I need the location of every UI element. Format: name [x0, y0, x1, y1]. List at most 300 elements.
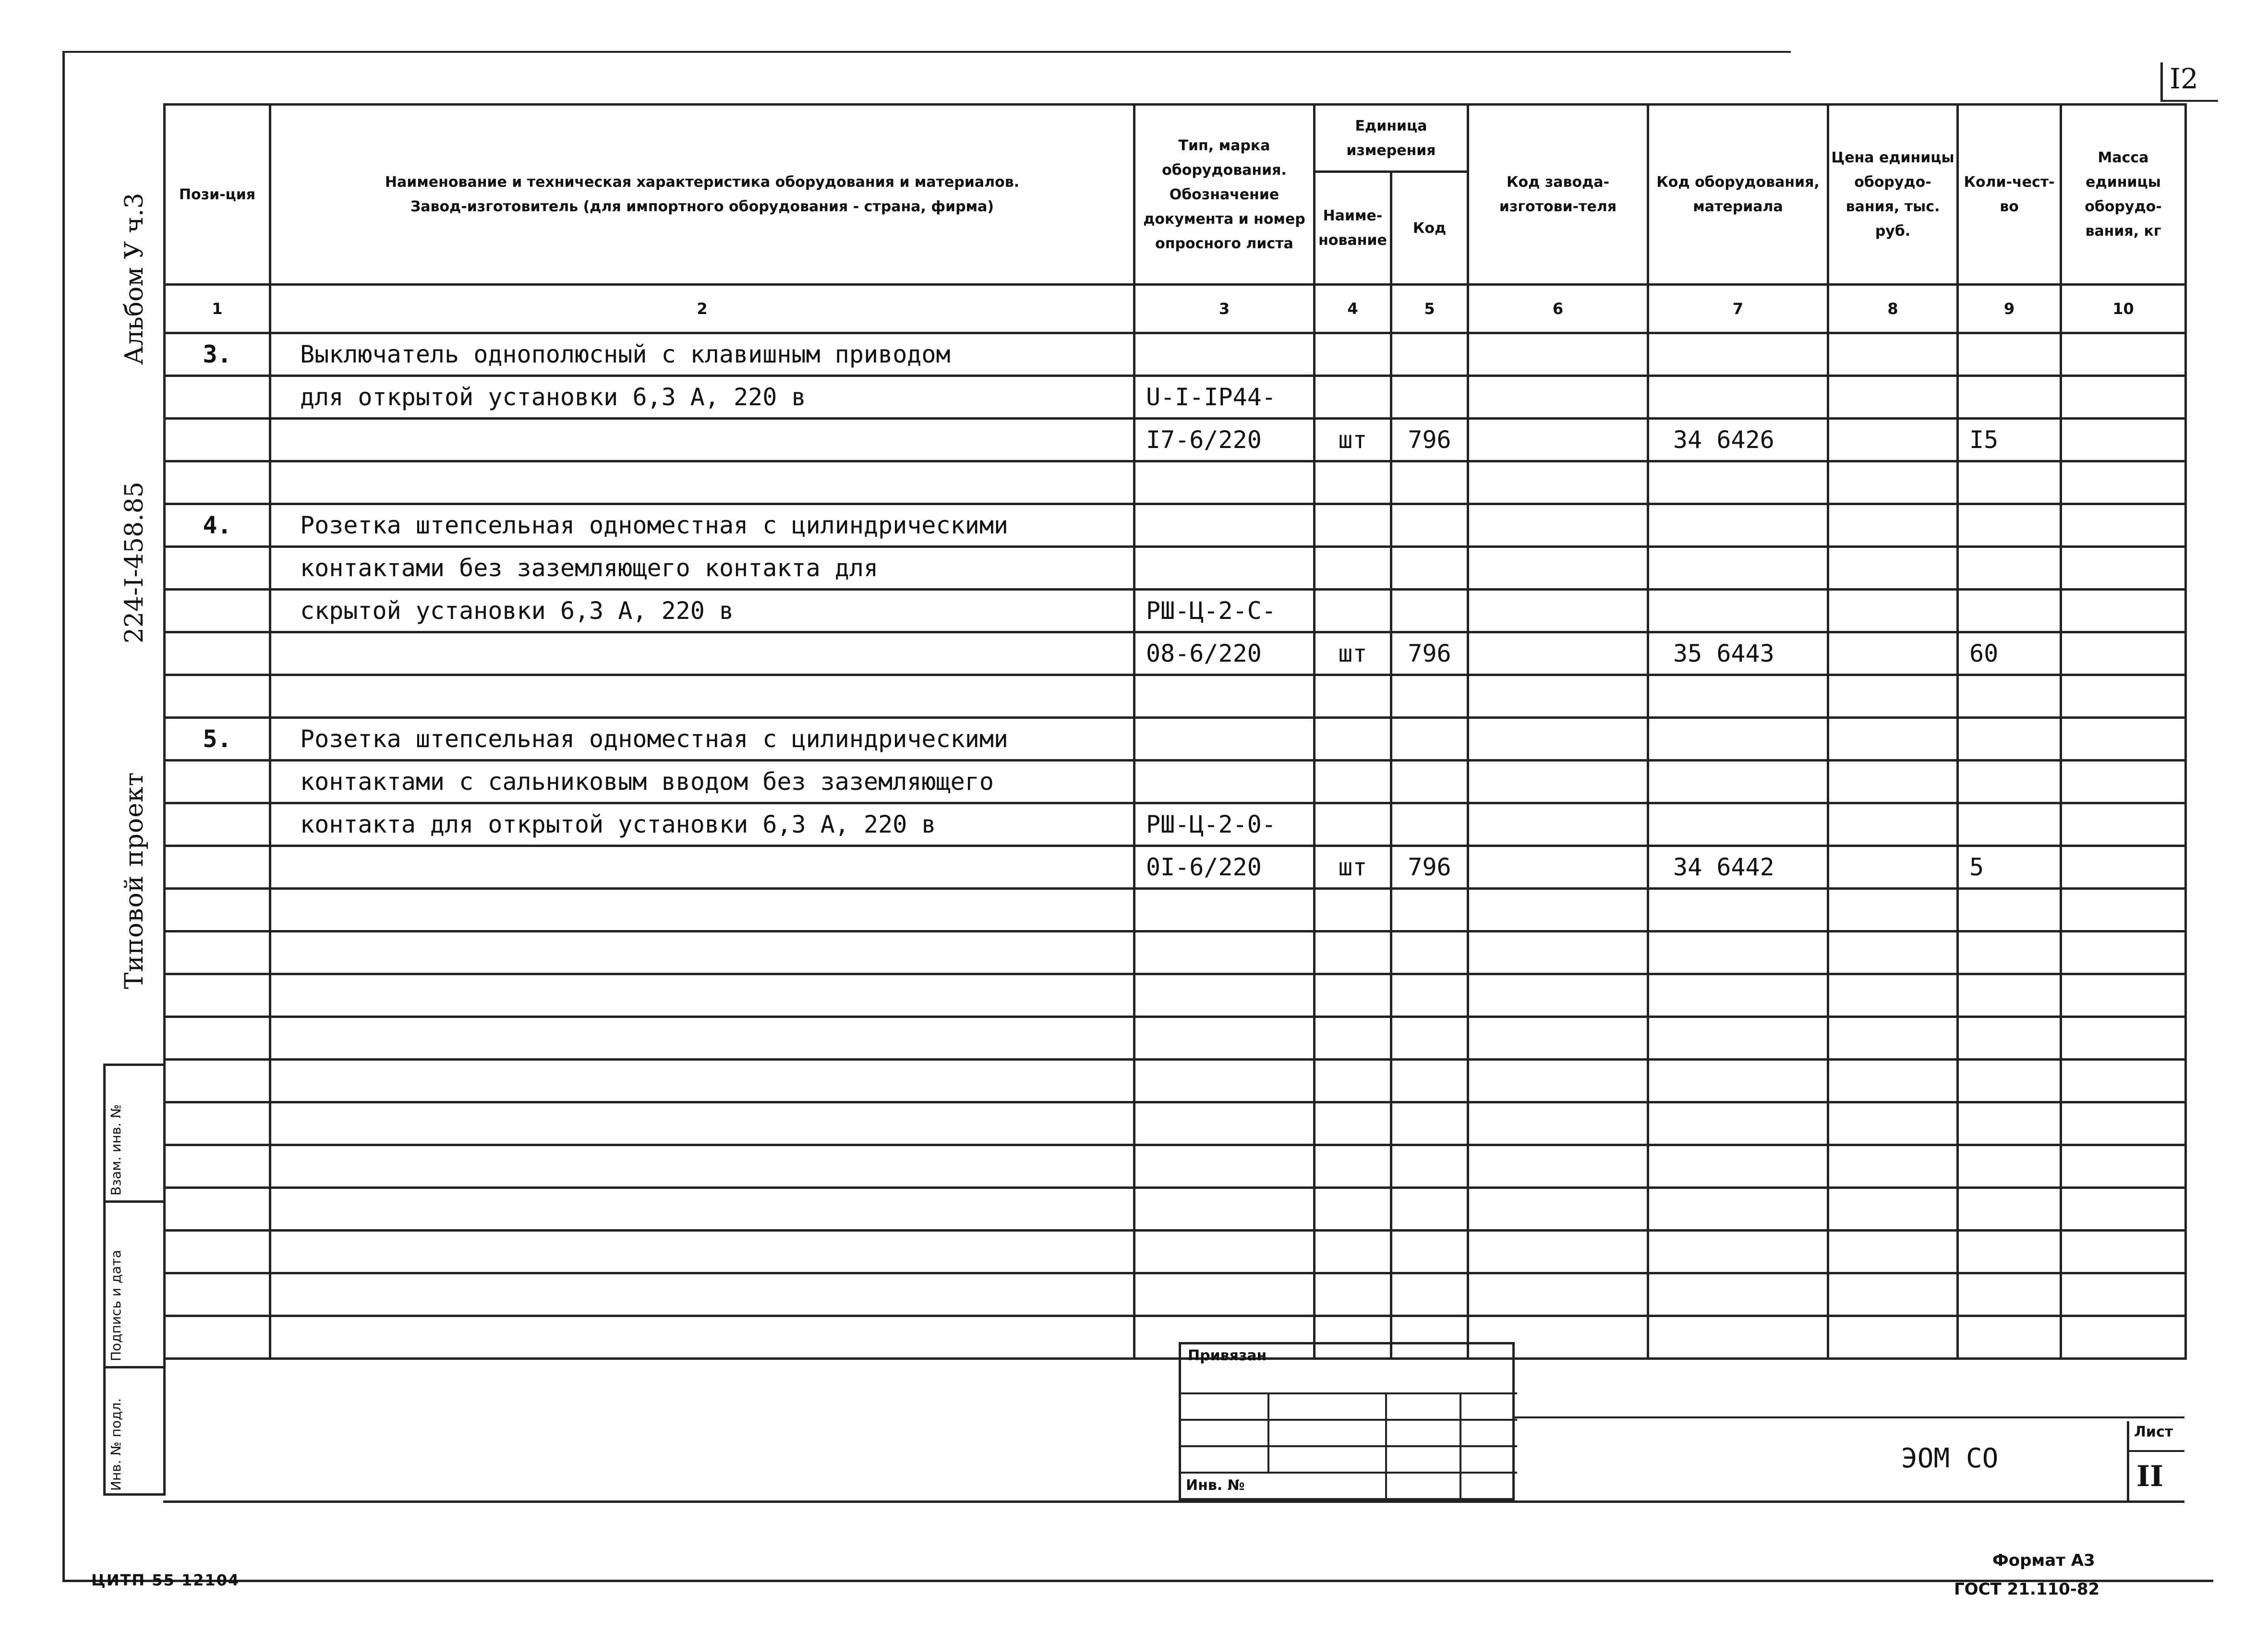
linked-title-block — [1179, 1342, 1515, 1500]
table-row — [165, 590, 2186, 632]
row-type — [1134, 1102, 1315, 1145]
row-type — [1134, 1060, 1315, 1102]
table-row — [165, 547, 2186, 590]
row-quantity: 60 — [1958, 632, 2061, 675]
row-manufacturer-code — [1468, 632, 1648, 675]
row-unit-code: 796 — [1391, 846, 1468, 889]
row-mass — [2061, 1060, 2186, 1102]
row-equipment-code — [1648, 1188, 1828, 1231]
column-number: 6 — [1468, 285, 1648, 333]
row-name — [270, 1188, 1134, 1231]
table-row — [165, 718, 2186, 761]
row-equipment-code — [1648, 461, 1828, 504]
row-type — [1134, 333, 1315, 376]
row-equipment-code — [1648, 547, 1828, 590]
row-manufacturer-code — [1468, 419, 1648, 461]
column-number: 2 — [270, 285, 1134, 333]
row-price — [1828, 889, 1958, 931]
row-quantity — [1958, 889, 2061, 931]
row-price — [1828, 675, 1958, 718]
row-unit-code — [1391, 333, 1468, 376]
row-unit-code — [1391, 376, 1468, 419]
sheet-label: Лист — [2134, 1424, 2173, 1440]
row-unit-code — [1391, 931, 1468, 974]
row-price — [1828, 803, 1958, 846]
row-name — [270, 931, 1134, 974]
row-unit-name — [1315, 675, 1391, 718]
row-position — [165, 1316, 270, 1359]
row-manufacturer-code — [1468, 376, 1648, 419]
row-unit-code — [1391, 1145, 1468, 1188]
table-row — [165, 1231, 2186, 1273]
table-row — [165, 931, 2186, 974]
row-unit-name: шт — [1315, 419, 1391, 461]
row-price — [1828, 1145, 1958, 1188]
side-project-label: Типовой проект — [120, 772, 149, 989]
row-manufacturer-code — [1468, 718, 1648, 761]
row-type — [1134, 1188, 1315, 1231]
row-mass — [2061, 1273, 2186, 1316]
row-unit-name — [1315, 761, 1391, 803]
row-position — [165, 761, 270, 803]
row-position — [165, 675, 270, 718]
row-unit-name — [1315, 1273, 1391, 1316]
row-equipment-code: 34 6426 — [1648, 419, 1828, 461]
row-quantity — [1958, 931, 2061, 974]
row-unit-name — [1315, 1060, 1391, 1102]
row-type — [1134, 889, 1315, 931]
row-equipment-code — [1648, 675, 1828, 718]
row-type — [1134, 718, 1315, 761]
row-type — [1134, 547, 1315, 590]
row-position — [165, 590, 270, 632]
row-position — [165, 376, 270, 419]
table-bottom-line — [163, 1500, 2184, 1503]
row-price — [1828, 1316, 1958, 1359]
row-price — [1828, 461, 1958, 504]
row-price — [1828, 419, 1958, 461]
row-quantity — [1958, 803, 2061, 846]
stamp-label-signature: Подпись и дата — [108, 1250, 124, 1361]
row-mass — [2061, 889, 2186, 931]
inv-no-label: Инв. № — [1186, 1477, 1245, 1494]
row-equipment-code — [1648, 1060, 1828, 1102]
row-unit-name: шт — [1315, 632, 1391, 675]
stamp-label-inv-podl: Инв. № подл. — [108, 1398, 124, 1491]
row-position — [165, 803, 270, 846]
stamp-divider — [103, 1366, 166, 1368]
row-mass — [2061, 761, 2186, 803]
row-position — [165, 632, 270, 675]
header-equipment-code: Код оборудования, материала — [1648, 105, 1828, 285]
row-price — [1828, 504, 1958, 547]
row-unit-code — [1391, 889, 1468, 931]
row-quantity — [1958, 1273, 2061, 1316]
table-row — [165, 1102, 2186, 1145]
row-equipment-code — [1648, 1273, 1828, 1316]
title-block-line — [1460, 1392, 1461, 1500]
row-price — [1828, 718, 1958, 761]
row-mass — [2061, 1145, 2186, 1188]
stamp-right-line — [1515, 1416, 2184, 1418]
row-quantity — [1958, 974, 2061, 1017]
row-name — [270, 632, 1134, 675]
row-quantity: I5 — [1958, 419, 2061, 461]
header-unit-name: Наиме-нование — [1315, 172, 1391, 285]
row-type — [1134, 761, 1315, 803]
side-project-code: 224-I-458.85 — [120, 482, 149, 643]
header-position: Пози-ция — [165, 105, 270, 285]
row-name — [270, 419, 1134, 461]
row-unit-code — [1391, 1231, 1468, 1273]
row-price — [1828, 974, 1958, 1017]
row-quantity — [1958, 1060, 2061, 1102]
row-equipment-code: 34 6442 — [1648, 846, 1828, 889]
row-position — [165, 1273, 270, 1316]
header-type: Тип, марка оборудования. Обозначение документа и номер опросного листа — [1134, 105, 1315, 285]
row-name: контакта для открытой установки 6,3 А, 220 в — [270, 803, 1134, 846]
row-quantity — [1958, 675, 2061, 718]
row-quantity — [1958, 1017, 2061, 1060]
row-manufacturer-code — [1468, 675, 1648, 718]
row-name — [270, 974, 1134, 1017]
column-number: 7 — [1648, 285, 1828, 333]
row-equipment-code — [1648, 504, 1828, 547]
row-unit-code — [1391, 504, 1468, 547]
row-unit-name — [1315, 547, 1391, 590]
row-position — [165, 889, 270, 931]
row-mass — [2061, 718, 2186, 761]
linked-label: Привязан — [1188, 1347, 1267, 1364]
row-unit-code — [1391, 1102, 1468, 1145]
row-manufacturer-code — [1468, 333, 1648, 376]
row-type: U-I-IP44- — [1134, 376, 1315, 419]
row-name — [270, 675, 1134, 718]
row-position — [165, 1060, 270, 1102]
row-type — [1134, 1273, 1315, 1316]
header-name-line2: Завод-изготовитель (для импортного оборудования - страна, фирма) — [410, 198, 994, 215]
row-name: контактами с сальниковым вводом без заземляющего — [270, 761, 1134, 803]
row-position — [165, 846, 270, 889]
column-number: 10 — [2061, 285, 2186, 333]
row-unit-name — [1315, 333, 1391, 376]
row-position: 4. — [165, 504, 270, 547]
table-row — [165, 1017, 2186, 1060]
row-mass — [2061, 803, 2186, 846]
row-mass — [2061, 1188, 2186, 1231]
table-row — [165, 504, 2186, 547]
row-quantity — [1958, 718, 2061, 761]
row-unit-name — [1315, 1102, 1391, 1145]
column-number: 3 — [1134, 285, 1315, 333]
row-position — [165, 1102, 270, 1145]
stamp-divider — [103, 1200, 166, 1203]
row-name — [270, 1102, 1134, 1145]
row-manufacturer-code — [1468, 846, 1648, 889]
row-name — [270, 1060, 1134, 1102]
row-position — [165, 974, 270, 1017]
row-mass — [2061, 974, 2186, 1017]
row-type — [1134, 461, 1315, 504]
header-quantity: Коли-чест-во — [1958, 105, 2061, 285]
table-row — [165, 632, 2186, 675]
stamp-label-vzam-inv: Взам. инв. № — [108, 1104, 124, 1196]
header-price: Цена единицы оборудо-вания, тыс. руб. — [1828, 105, 1958, 285]
frame-top-line — [62, 51, 1791, 53]
row-type — [1134, 504, 1315, 547]
table-row — [165, 333, 2186, 376]
row-price — [1828, 761, 1958, 803]
row-name: Выключатель однополюсный с клавишным приводом — [270, 333, 1134, 376]
sheet-number-underline — [2160, 100, 2218, 102]
row-mass — [2061, 419, 2186, 461]
row-unit-code — [1391, 590, 1468, 632]
column-number-row — [165, 285, 2186, 333]
row-price — [1828, 1017, 1958, 1060]
row-unit-name — [1315, 1017, 1391, 1060]
row-quantity — [1958, 376, 2061, 419]
row-price — [1828, 376, 1958, 419]
row-type — [1134, 931, 1315, 974]
row-manufacturer-code — [1468, 1060, 1648, 1102]
row-equipment-code — [1648, 931, 1828, 974]
row-price — [1828, 632, 1958, 675]
row-manufacturer-code — [1468, 803, 1648, 846]
row-equipment-code — [1648, 1316, 1828, 1359]
header-name — [270, 105, 1134, 285]
column-number: 1 — [165, 285, 270, 333]
row-manufacturer-code — [1468, 761, 1648, 803]
row-mass — [2061, 1017, 2186, 1060]
row-name — [270, 846, 1134, 889]
row-unit-name — [1315, 504, 1391, 547]
row-mass — [2061, 333, 2186, 376]
row-mass — [2061, 376, 2186, 419]
row-mass — [2061, 1231, 2186, 1273]
row-equipment-code — [1648, 761, 1828, 803]
table-row — [165, 1060, 2186, 1102]
row-name — [270, 1273, 1134, 1316]
row-position — [165, 1017, 270, 1060]
row-quantity — [1958, 590, 2061, 632]
row-position — [165, 547, 270, 590]
row-equipment-code — [1648, 333, 1828, 376]
row-mass — [2061, 1316, 2186, 1359]
row-manufacturer-code — [1468, 1231, 1648, 1273]
row-equipment-code — [1648, 590, 1828, 632]
header-unit-code: Код — [1391, 172, 1468, 285]
row-name: контактами без заземляющего контакта для — [270, 547, 1134, 590]
row-unit-code — [1391, 974, 1468, 1017]
row-name — [270, 1017, 1134, 1060]
table-row — [165, 889, 2186, 931]
row-unit-code — [1391, 803, 1468, 846]
row-unit-code — [1391, 718, 1468, 761]
row-type: РШ-Ц-2-С- — [1134, 590, 1315, 632]
row-quantity — [1958, 461, 2061, 504]
row-position: 5. — [165, 718, 270, 761]
row-mass — [2061, 1102, 2186, 1145]
row-price — [1828, 1231, 1958, 1273]
row-quantity — [1958, 1188, 2061, 1231]
table-row — [165, 1316, 2186, 1359]
row-unit-code — [1391, 1188, 1468, 1231]
row-type — [1134, 675, 1315, 718]
row-unit-code — [1391, 675, 1468, 718]
table-row — [165, 419, 2186, 461]
row-price — [1828, 1273, 1958, 1316]
row-manufacturer-code — [1468, 931, 1648, 974]
row-equipment-code — [1648, 1145, 1828, 1188]
header-name-line1: Наименование и техническая характеристика оборудования и материалов. — [385, 174, 1020, 191]
row-position — [165, 1231, 270, 1273]
sheet-number: I2 — [2160, 62, 2208, 101]
row-equipment-code — [1648, 1102, 1828, 1145]
header-mass: Масса единицы оборудо-вания, кг — [2061, 105, 2186, 285]
row-price — [1828, 1102, 1958, 1145]
row-unit-code — [1391, 1273, 1468, 1316]
row-type — [1134, 1017, 1315, 1060]
title-block-line — [1181, 1445, 1517, 1447]
row-price — [1828, 1188, 1958, 1231]
row-mass — [2061, 931, 2186, 974]
row-unit-code — [1391, 1017, 1468, 1060]
row-unit-code — [1391, 461, 1468, 504]
row-manufacturer-code — [1468, 590, 1648, 632]
row-price — [1828, 333, 1958, 376]
row-position: 3. — [165, 333, 270, 376]
table-row — [165, 974, 2186, 1017]
row-name: Розетка штепсельная одноместная с цилиндрическими — [270, 504, 1134, 547]
row-position — [165, 461, 270, 504]
row-price — [1828, 931, 1958, 974]
table-row — [165, 803, 2186, 846]
title-block-line — [1181, 1392, 1517, 1394]
row-equipment-code — [1648, 1017, 1828, 1060]
row-equipment-code — [1648, 974, 1828, 1017]
row-quantity: 5 — [1958, 846, 2061, 889]
row-mass — [2061, 675, 2186, 718]
row-equipment-code — [1648, 889, 1828, 931]
title-block-line — [1181, 1472, 1517, 1474]
table-row — [165, 846, 2186, 889]
row-equipment-code — [1648, 1231, 1828, 1273]
row-name: для открытой установки 6,3 А, 220 в — [270, 376, 1134, 419]
row-unit-name — [1315, 931, 1391, 974]
row-position — [165, 931, 270, 974]
row-type: РШ-Ц-2-0- — [1134, 803, 1315, 846]
frame-bottom-line — [62, 1580, 2213, 1582]
row-manufacturer-code — [1468, 1145, 1648, 1188]
column-number: 5 — [1391, 285, 1468, 333]
row-equipment-code — [1648, 718, 1828, 761]
table-row — [165, 761, 2186, 803]
row-type — [1134, 1231, 1315, 1273]
table-row — [165, 1188, 2186, 1231]
row-price — [1828, 1060, 1958, 1102]
row-manufacturer-code — [1468, 1102, 1648, 1145]
row-price — [1828, 846, 1958, 889]
row-mass — [2061, 547, 2186, 590]
sheet-value: II — [2136, 1460, 2164, 1493]
column-number: 9 — [1958, 285, 2061, 333]
frame-left-line — [62, 53, 65, 1582]
row-mass — [2061, 632, 2186, 675]
row-type — [1134, 974, 1315, 1017]
column-number: 4 — [1315, 285, 1391, 333]
column-number: 8 — [1828, 285, 1958, 333]
row-unit-name — [1315, 718, 1391, 761]
row-quantity — [1958, 761, 2061, 803]
row-unit-name — [1315, 590, 1391, 632]
row-unit-code: 796 — [1391, 419, 1468, 461]
row-manufacturer-code — [1468, 1017, 1648, 1060]
row-position — [165, 1188, 270, 1231]
row-position — [165, 1145, 270, 1188]
title-block-line — [1181, 1419, 1517, 1421]
row-unit-name — [1315, 376, 1391, 419]
row-manufacturer-code — [1468, 1273, 1648, 1316]
side-album-label: Альбом У ч.3 — [120, 193, 149, 365]
header-unit-group: Единица измерения — [1315, 105, 1468, 172]
row-manufacturer-code — [1468, 461, 1648, 504]
header-manufacturer-code: Код завода-изготови-теля — [1468, 105, 1648, 285]
table-row — [165, 675, 2186, 718]
row-unit-code: 796 — [1391, 632, 1468, 675]
row-unit-name — [1315, 974, 1391, 1017]
row-mass — [2061, 461, 2186, 504]
row-quantity — [1958, 1231, 2061, 1273]
row-name — [270, 1316, 1134, 1359]
row-equipment-code — [1648, 803, 1828, 846]
table-row — [165, 1145, 2186, 1188]
row-name: Розетка штепсельная одноместная с цилиндрическими — [270, 718, 1134, 761]
table-row — [165, 376, 2186, 419]
row-type: 08-6/220 — [1134, 632, 1315, 675]
row-quantity — [1958, 504, 2061, 547]
row-unit-name — [1315, 1231, 1391, 1273]
row-equipment-code: 35 6443 — [1648, 632, 1828, 675]
tsitp-code: ЦИТП 55 12104 — [91, 1571, 240, 1589]
row-manufacturer-code — [1468, 889, 1648, 931]
row-quantity — [1958, 1102, 2061, 1145]
row-name — [270, 1231, 1134, 1273]
row-quantity — [1958, 1316, 2061, 1359]
title-block-line — [1267, 1392, 1269, 1472]
row-mass — [2061, 504, 2186, 547]
table-row — [165, 461, 2186, 504]
row-name — [270, 1145, 1134, 1188]
row-unit-code — [1391, 1060, 1468, 1102]
row-price — [1828, 547, 1958, 590]
row-unit-code — [1391, 761, 1468, 803]
row-name — [270, 461, 1134, 504]
row-quantity — [1958, 333, 2061, 376]
row-manufacturer-code — [1468, 547, 1648, 590]
row-manufacturer-code — [1468, 974, 1648, 1017]
row-manufacturer-code — [1468, 1188, 1648, 1231]
row-type: I7-6/220 — [1134, 419, 1315, 461]
row-unit-name — [1315, 1145, 1391, 1188]
row-position — [165, 419, 270, 461]
row-mass — [2061, 590, 2186, 632]
row-manufacturer-code — [1468, 504, 1648, 547]
sheet-box-divider — [2127, 1450, 2184, 1452]
row-price — [1828, 590, 1958, 632]
row-unit-name — [1315, 1188, 1391, 1231]
gost-label: ГОСТ 21.110-82 — [1954, 1580, 2100, 1599]
row-unit-name — [1315, 803, 1391, 846]
